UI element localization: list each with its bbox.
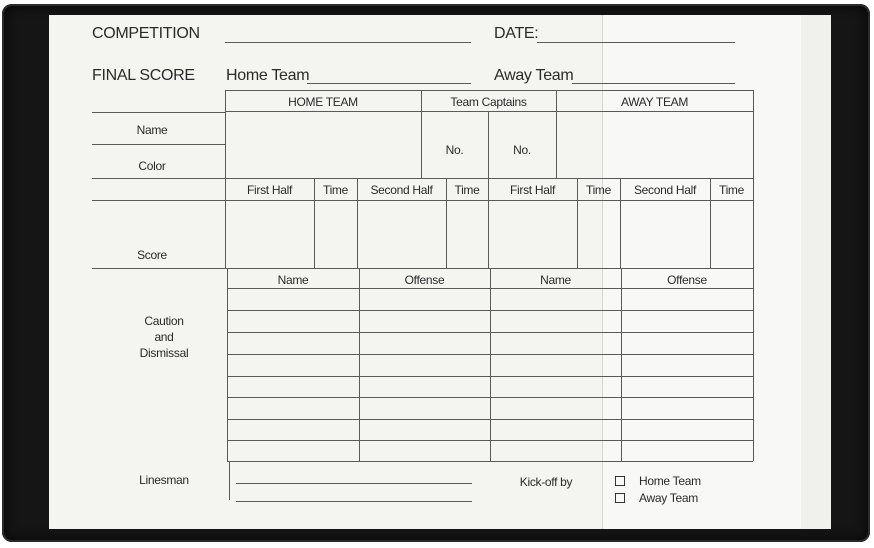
away-team-header: AWAY TEAM bbox=[620, 95, 689, 109]
kickoff-away-option[interactable]: Away Team bbox=[615, 491, 698, 505]
grid-line bbox=[92, 178, 753, 179]
plastic-sleeve bbox=[602, 15, 802, 529]
date-field[interactable] bbox=[537, 42, 735, 43]
score-column-header: First Half bbox=[509, 183, 555, 197]
grid-line bbox=[227, 354, 753, 355]
caution-column-header: Offense bbox=[667, 273, 707, 287]
grid-line bbox=[227, 419, 753, 420]
linesman-field-1[interactable] bbox=[236, 483, 472, 484]
referee-score-card bbox=[49, 15, 831, 529]
grid-line bbox=[227, 332, 753, 333]
grid-line bbox=[227, 461, 753, 462]
score-column-header: Time bbox=[585, 183, 612, 197]
grid-line bbox=[227, 288, 753, 289]
home-captain-number-label: No. bbox=[445, 143, 464, 157]
grid-line bbox=[753, 90, 754, 178]
grid-line bbox=[753, 178, 754, 268]
score-column-header: Time bbox=[322, 183, 349, 197]
caution-dismissal-label: Caution and Dismissal bbox=[139, 314, 189, 360]
score-column-header: Second Half bbox=[633, 183, 697, 197]
home-team-label: Home Team bbox=[226, 67, 310, 84]
caution-column-header: Name bbox=[540, 273, 571, 287]
score-column-header: Time bbox=[454, 183, 480, 197]
grid-line bbox=[490, 268, 491, 461]
competition-label: COMPETITION bbox=[92, 25, 200, 42]
score-column-header: First Half bbox=[246, 183, 292, 197]
linesman-field-2[interactable] bbox=[236, 501, 472, 502]
name-label: Name bbox=[136, 123, 168, 137]
score-label: Score bbox=[137, 248, 167, 262]
caution-column-header: Name bbox=[277, 273, 309, 287]
team-captains-header: Team Captains bbox=[450, 95, 527, 109]
grid-line bbox=[229, 462, 230, 500]
score-column-header: Second Half bbox=[370, 183, 433, 197]
grid-line bbox=[227, 397, 753, 398]
score-column-header: Time bbox=[718, 183, 745, 197]
card-edge bbox=[801, 15, 831, 529]
checkbox-icon[interactable] bbox=[615, 476, 625, 486]
grid-line bbox=[227, 310, 753, 311]
kickoff-home-option[interactable]: Home Team bbox=[615, 474, 701, 488]
grid-line bbox=[753, 268, 754, 461]
grid-line bbox=[92, 268, 753, 269]
checkbox-icon[interactable] bbox=[615, 493, 625, 503]
away-captain-number-label: No. bbox=[513, 143, 531, 157]
away-team-score-field[interactable] bbox=[572, 83, 735, 84]
grid-line bbox=[92, 144, 225, 145]
home-team-score-field[interactable] bbox=[307, 83, 471, 84]
grid-line bbox=[225, 90, 753, 91]
grid-line bbox=[227, 268, 228, 461]
grid-line bbox=[359, 268, 360, 461]
competition-field[interactable] bbox=[225, 42, 471, 43]
date-label: DATE: bbox=[494, 25, 539, 42]
grid-line bbox=[227, 440, 753, 441]
caution-column-header: Offense bbox=[404, 273, 445, 287]
linesman-label: Linesman bbox=[139, 473, 189, 487]
grid-line bbox=[225, 111, 753, 112]
kickoff-label: Kick-off by bbox=[519, 475, 573, 489]
final-score-label: FINAL SCORE bbox=[92, 67, 195, 84]
home-team-header: HOME TEAM bbox=[288, 95, 358, 109]
grid-line bbox=[621, 268, 622, 461]
grid-line bbox=[227, 376, 753, 377]
grid-line bbox=[92, 200, 753, 201]
away-team-label: Away Team bbox=[494, 67, 574, 84]
grid-line bbox=[92, 112, 225, 113]
color-label: Color bbox=[138, 159, 166, 173]
